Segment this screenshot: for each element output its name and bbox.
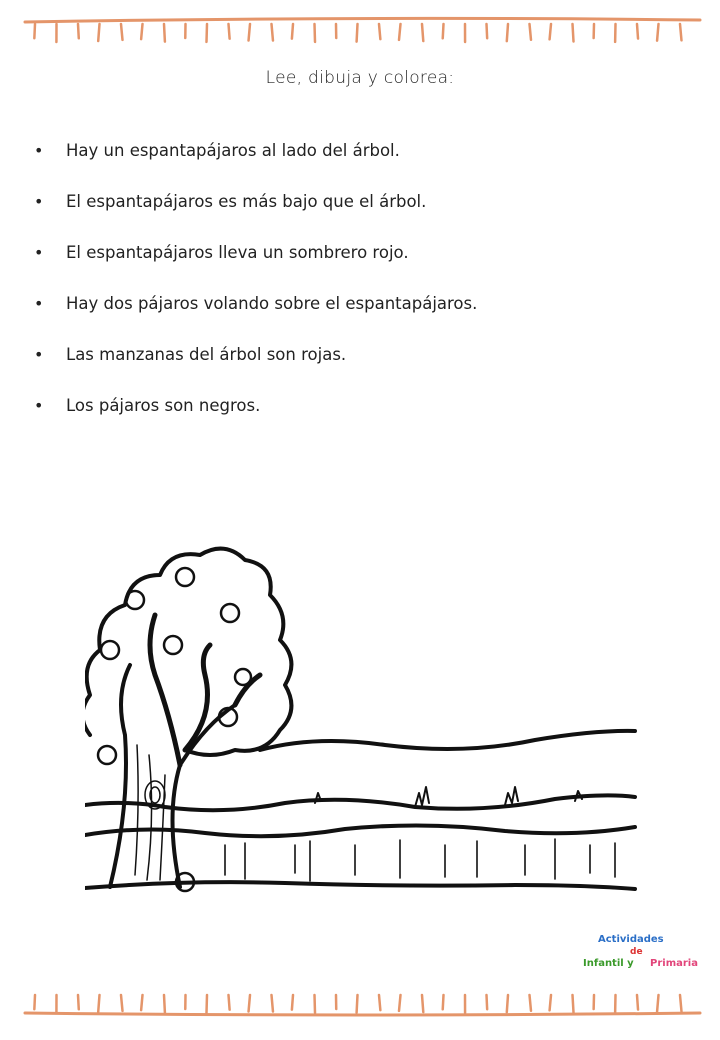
border-tick [357, 995, 358, 1013]
border-tick [422, 24, 423, 41]
hill-line [260, 731, 635, 750]
border-tick [98, 995, 99, 1012]
border-tick [315, 995, 316, 1013]
list-item [30, 342, 670, 393]
grass-strokes [225, 839, 615, 881]
border-tick [249, 24, 250, 40]
border-tick [530, 24, 531, 40]
border-tick [680, 995, 681, 1011]
tree-trunk [110, 665, 235, 887]
list-item [30, 138, 670, 189]
field-line-1 [85, 795, 635, 810]
border-tick [357, 24, 358, 42]
border-tick [443, 995, 444, 1009]
border-tick [206, 995, 207, 1013]
worksheet-title: Lee, dibuja y colorea: [265, 68, 455, 88]
border-tick [141, 24, 142, 39]
border-tick [34, 24, 35, 38]
bullet: • [34, 141, 44, 160]
border-tick [637, 24, 638, 39]
border-tick [141, 995, 142, 1010]
tree-canopy [85, 549, 291, 755]
border-tick [379, 24, 380, 39]
list-item [30, 240, 670, 291]
bullet: • [34, 345, 44, 364]
top-border [0, 0, 720, 50]
border-tick [399, 995, 400, 1011]
grass-tufts [315, 787, 582, 807]
border-tick [399, 24, 400, 40]
border-tick [550, 995, 551, 1010]
border-tick [249, 995, 250, 1011]
logo-line-2: de [630, 947, 643, 957]
border-tick [657, 24, 658, 41]
list-item [30, 189, 670, 240]
border-tick [573, 995, 574, 1012]
border-tick [121, 995, 122, 1011]
border-tick [530, 995, 531, 1011]
bullet: • [34, 294, 44, 313]
bullet: • [34, 192, 44, 211]
list-item [30, 291, 670, 342]
border-tick [507, 995, 508, 1012]
list-item-text: El espantapájaros lleva un sombrero rojo. [66, 243, 409, 262]
border-tick [292, 995, 293, 1010]
logo-line-1: Actividades [598, 934, 664, 945]
border-tick [443, 24, 444, 38]
border-tick [121, 24, 122, 40]
border-tick [637, 995, 638, 1010]
border-tick [164, 995, 165, 1013]
bullet: • [34, 396, 44, 415]
instruction-list [30, 138, 670, 444]
border-tick [550, 24, 551, 39]
border-tick [229, 24, 230, 39]
border-tick [573, 24, 574, 41]
border-tick [164, 24, 165, 42]
border-tick [272, 24, 273, 40]
list-item-text: El espantapájaros es más bajo que el árbol. [66, 192, 427, 211]
border-tick [487, 995, 488, 1009]
border-tick [98, 24, 99, 41]
border-tick [292, 24, 293, 39]
border-tick [78, 995, 79, 1009]
logo-line-4: Primaria [650, 958, 698, 969]
site-logo [580, 928, 710, 978]
bottom-border [0, 985, 720, 1035]
list-item [30, 393, 670, 444]
border-tick [422, 995, 423, 1012]
border-tick [507, 24, 508, 41]
border-tick [379, 995, 380, 1010]
field-line-3 [85, 882, 635, 889]
list-item-text: Hay dos pájaros volando sobre el espantapájaros. [66, 294, 478, 313]
list-item-text: Las manzanas del árbol son rojas. [66, 345, 347, 364]
bullet: • [34, 243, 44, 262]
border-tick [487, 24, 488, 38]
border-tick [34, 995, 35, 1009]
border-tick [315, 24, 316, 42]
border-tick [680, 24, 681, 40]
border-tick [229, 995, 230, 1010]
border-tick [272, 995, 273, 1011]
border-tick [78, 24, 79, 38]
border-tick [657, 995, 658, 1012]
logo-line-3: Infantil y [583, 958, 634, 969]
field-line-2 [85, 825, 635, 836]
list-item-text: Hay un espantapájaros al lado del árbol. [66, 141, 400, 160]
list-item-text: Los pájaros son negros. [66, 396, 261, 415]
tree-field-illustration [85, 545, 640, 900]
border-tick [206, 24, 207, 42]
